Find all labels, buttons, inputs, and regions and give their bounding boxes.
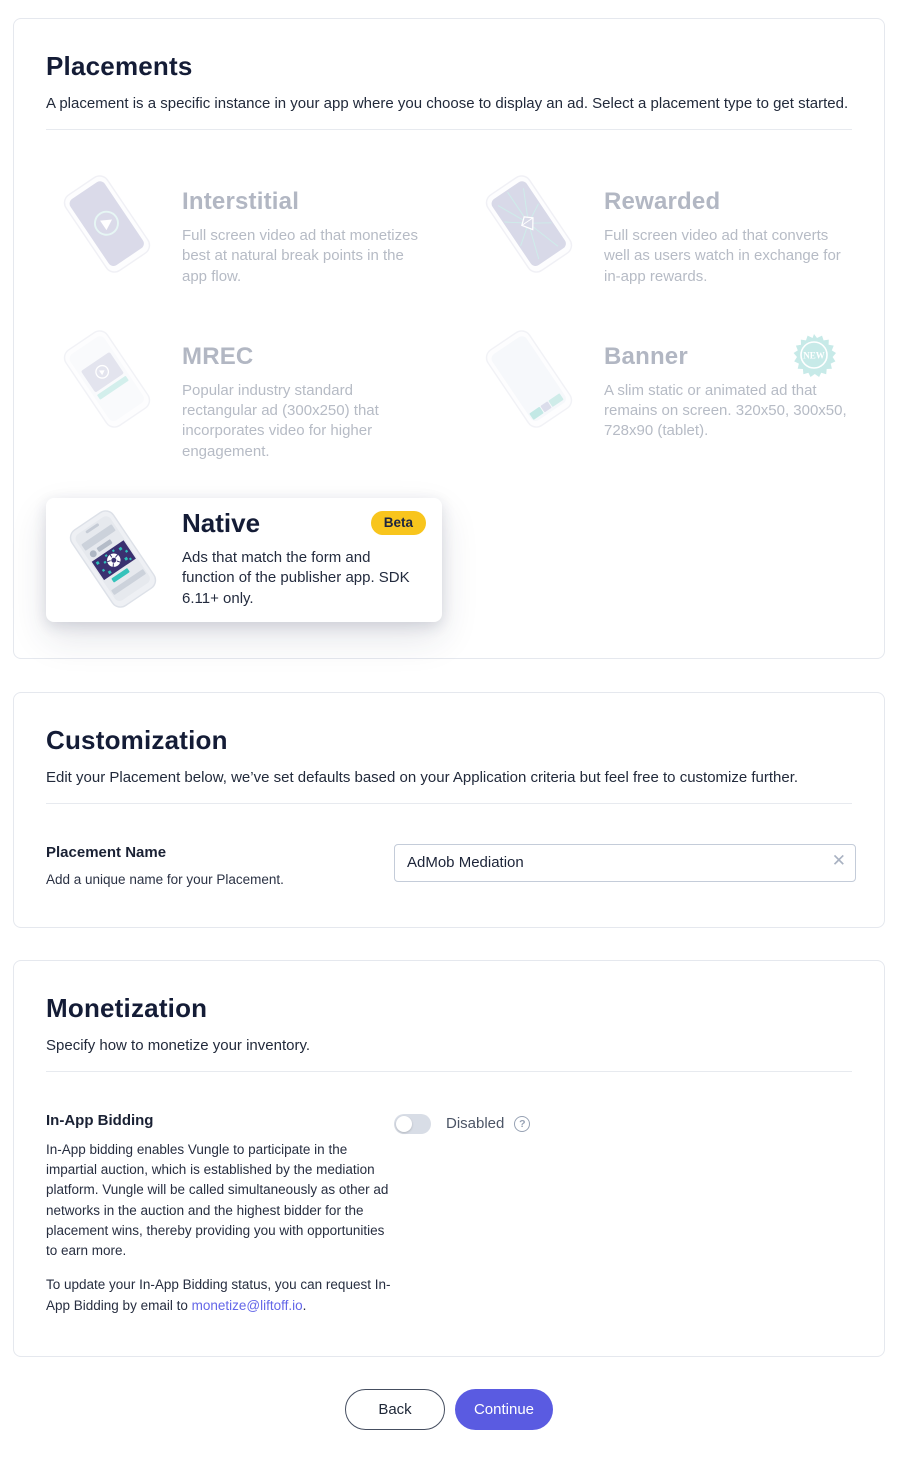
divider (46, 1071, 852, 1072)
placement-type-description: Full screen video ad that converts well as users watch in exchange for in-app rewards. (604, 227, 841, 285)
back-button[interactable]: Back (345, 1389, 445, 1430)
placement-type-description: Popular industry standard rectangular ad (300x250) that incorporates video for higher engagement. (182, 381, 379, 460)
placements-subtitle: A placement is a specific instance in your app where you choose to display an ad. Select a placement type to get started. (46, 95, 849, 112)
placement-name-input[interactable] (394, 844, 856, 882)
clear-input-icon[interactable]: ✕ (831, 850, 846, 870)
placement-name-help: Add a unique name for your Placement. (46, 871, 284, 887)
placement-name-label: Placement Name (46, 843, 167, 861)
placement-name-row (46, 844, 852, 887)
help-icon[interactable]: ? (514, 1116, 530, 1132)
mrec-phone-illustration (46, 331, 168, 427)
continue-button[interactable]: Continue (455, 1389, 553, 1430)
in-app-bidding-request-note: To update your In-App Bidding status, you can request In-App Bidding by email to monetize@liftoff.io. (46, 1277, 391, 1313)
in-app-bidding-status: Disabled (446, 1115, 505, 1133)
divider (46, 129, 852, 130)
in-app-bidding-toggle[interactable] (394, 1114, 431, 1134)
placement-types-grid (46, 176, 852, 462)
placement-type-native[interactable] (46, 498, 442, 622)
toggle-knob (396, 1116, 412, 1132)
in-app-bidding-row (46, 1112, 852, 1316)
monetization-card (13, 960, 885, 1357)
customization-card (13, 692, 885, 928)
placement-type-title: Banner (604, 342, 688, 370)
new-badge (792, 333, 836, 382)
placement-type-interstitial[interactable] (46, 176, 430, 287)
monetization-title: Monetization (46, 992, 208, 1023)
placements-card (13, 18, 885, 659)
in-app-bidding-description: In-App bidding enables Vungle to participate in the impartial auction, which is established by the mediation platform. Vungle will be called simultaneously as other ad networks in the auction and the highest bidder for the placement wins, thereby providing you with opportunities to earn more. (46, 1141, 389, 1259)
placement-type-description: A slim static or animated ad that remains on screen. 320x50, 300x50, 728x90 (tablet). (604, 381, 847, 440)
in-app-bidding-label: In-App Bidding (46, 1111, 154, 1129)
placement-type-title: Interstitial (182, 188, 300, 215)
customization-title: Customization (46, 724, 228, 755)
beta-badge: Beta (371, 511, 426, 535)
placement-type-description: Ads that match the form and function of the publisher app. SDK 6.11+ only. (182, 548, 410, 608)
monetize-email-link[interactable]: monetize@liftoff.io (191, 1297, 303, 1313)
placements-title: Placements (46, 51, 193, 81)
placement-type-title: Native (182, 507, 261, 538)
rewarded-phone-illustration (468, 176, 590, 272)
customization-subtitle: Edit your Placement below, we’ve set defaults based on your Application criteria but feel free to customize further. (46, 768, 799, 786)
placement-type-mrec[interactable] (46, 331, 430, 462)
placement-type-title: Rewarded (604, 188, 721, 215)
placement-type-banner[interactable] (468, 331, 852, 462)
native-phone-illustration (52, 511, 174, 607)
svg-text:NEW: NEW (803, 350, 825, 361)
footer-actions (0, 1389, 898, 1460)
placement-type-rewarded[interactable] (468, 176, 852, 287)
banner-phone-illustration (468, 331, 590, 427)
divider (46, 803, 852, 804)
placement-type-title: MREC (182, 342, 254, 370)
placement-type-description: Full screen video ad that monetizes best at natural break points in the app flow. (182, 227, 418, 285)
interstitial-phone-illustration (46, 176, 168, 272)
monetization-subtitle: Specify how to monetize your inventory. (46, 1036, 311, 1054)
